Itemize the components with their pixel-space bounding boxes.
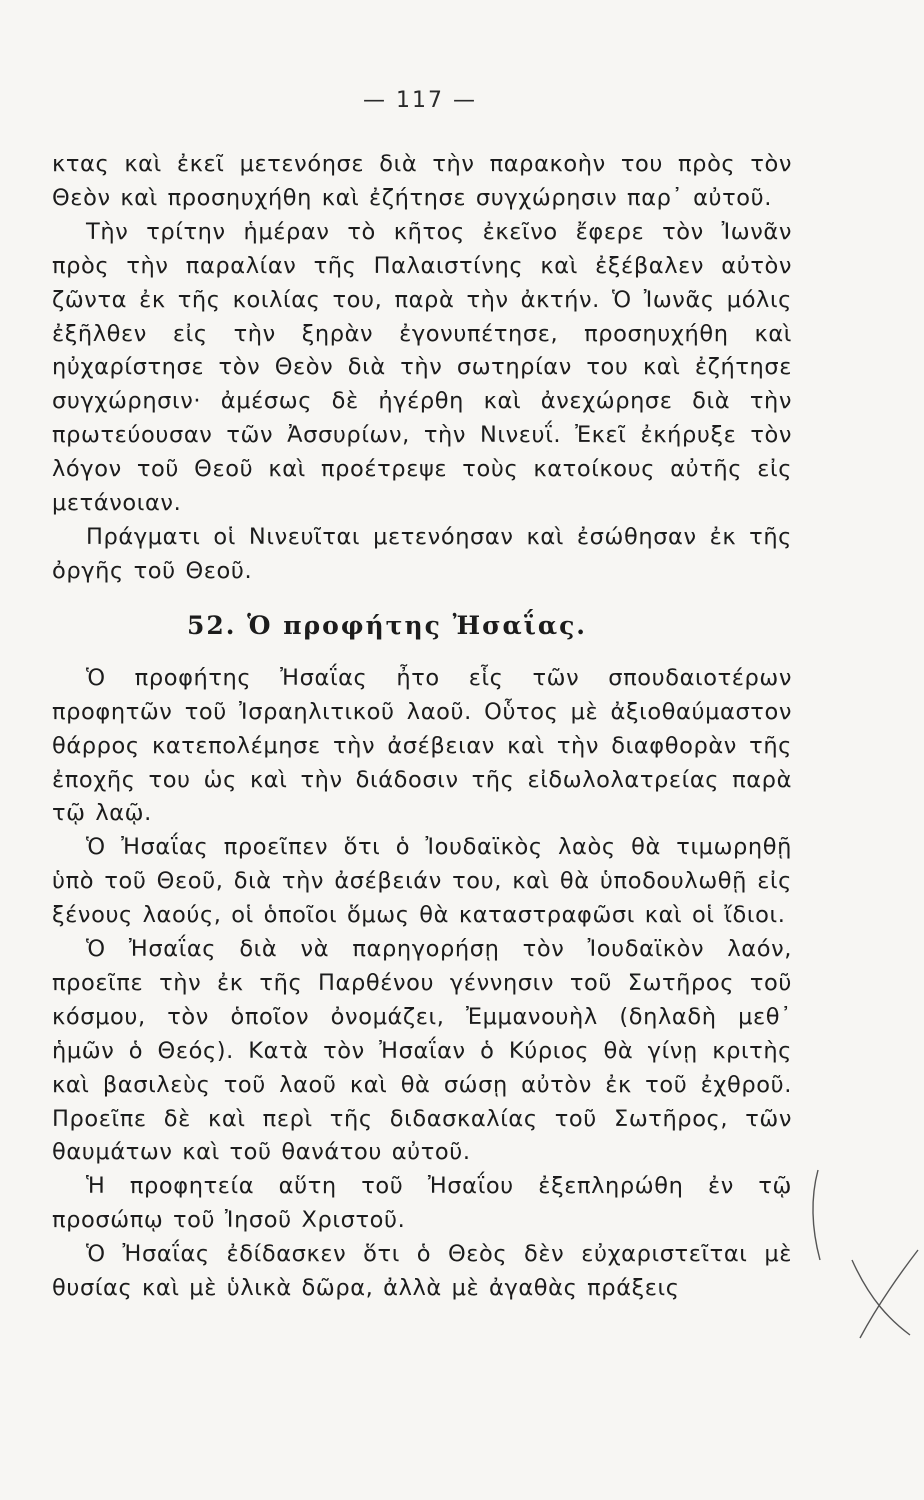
paragraph: Πράγματι οἱ Νινευῖται μετενόησαν καὶ ἐσώθησαν ἐκ τῆς ὀργῆς τοῦ Θεοῦ.: [52, 523, 792, 584]
body-text: [52, 148, 792, 1306]
pen-mark-icon: [800, 1110, 924, 1340]
paragraph: Τὴν τρίτην ἡμέραν τὸ κῆτος ἐκεῖνο ἔφερε τὸν Ἰωνᾶν πρὸς τὴν παραλίαν τῆς Παλαιστίνης καὶ ἐξέβαλεν αὐτὸν ζῶντα ἐκ τῆς κοιλίας του, παρὰ τὴν ἀκτήν. Ὁ Ἰωνᾶς μόλις ἐξῆλθεν εἰς τὴν ξηρὰν ἐγονυπέτησε, προσηυχήθη καὶ ηὐχαρίστησε τὸν Θεὸν διὰ τὴν σωτηρίαν του καὶ ἐζήτησε συγχώρησιν· ἀμέσως δὲ ἠγέρθη καὶ ἀνεχώρησε διὰ τὴν πρωτεύουσαν τῶν Ἀσσυρίων, τὴν Νινευΐ. Ἐκεῖ ἐκήρυξε τὸν λόγον τοῦ Θεοῦ καὶ προέτρεψε τοὺς κατοίκους αὐτῆς εἰς μετάνοιαν.: [52, 218, 792, 517]
page-number: — 117 —: [363, 88, 477, 113]
paragraph: Ἡ προφητεία αὕτη τοῦ Ἠσαΐου ἐξεπληρώθη ἐν τῷ προσώπῳ τοῦ Ἰησοῦ Χριστοῦ.: [52, 1173, 792, 1234]
paragraph: Ὁ Ἠσαΐας ἐδίδασκεν ὅτι ὁ Θεὸς δὲν εὐχαριστεῖται μὲ θυσίας καὶ μὲ ὑλικὰ δῶρα, ἀλλὰ μὲ ἀγαθὰς πράξεις: [52, 1241, 792, 1302]
paragraph: Ὁ Ἠσαΐας προεῖπεν ὅτι ὁ Ἰουδαϊκὸς λαὸς θὰ τιμωρηθῇ ὑπὸ τοῦ Θεοῦ, διὰ τὴν ἀσέβειάν του, καὶ θὰ ὑποδουλωθῇ εἰς ξένους λαούς, οἱ ὁποῖοι ὅμως θὰ καταστραφῶσι καὶ οἱ ἴδιοι.: [52, 834, 792, 929]
section-heading: 52. Ὁ προφήτης Ἠσαΐας.: [186, 610, 588, 640]
paragraph: κτας καὶ ἐκεῖ μετενόησε διὰ τὴν παρακοὴν του πρὸς τὸν Θεὸν καὶ προσηυχήθη καὶ ἐζήτησε συγχώρησιν παρ᾽ αὐτοῦ.: [52, 151, 792, 211]
paragraph: Ὁ προφήτης Ἠσαΐας ἦτο εἷς τῶν σπουδαιοτέρων προφητῶν τοῦ Ἰσραηλιτικοῦ λαοῦ. Οὗτος μὲ ἀξιοθαύμαστον θάρρος κατεπολέμησε τὴν ἀσέβειαν καὶ τὴν διαφθορὰν τῆς ἐποχῆς του ὡς καὶ τὴν διάδοσιν τῆς εἰδωλολατρείας παρὰ τῷ λαῷ.: [52, 664, 792, 827]
paragraph: Ὁ Ἠσαΐας διὰ νὰ παρηγορήσῃ τὸν Ἰουδαϊκὸν λαόν, προεῖπε τὴν ἐκ τῆς Παρθένου γέννησιν τοῦ Σωτῆρος τοῦ κόσμου, τὸν ὁποῖον ὀνομάζει, Ἐμμανουὴλ (δηλαδὴ μεθ᾽ ἡμῶν ὁ Θεός). Κατὰ τὸν Ἠσαΐαν ὁ Κύριος θὰ γίνῃ κριτὴς καὶ βασιλεὺς τοῦ λαοῦ καὶ θὰ σώσῃ αὐτὸν ἐκ τοῦ ἐχθροῦ. Προεῖπε δὲ καὶ περὶ τῆς διδασκαλίας τοῦ Σωτῆρος, τῶν θαυμάτων καὶ τοῦ θανάτου αὐτοῦ.: [52, 936, 792, 1166]
